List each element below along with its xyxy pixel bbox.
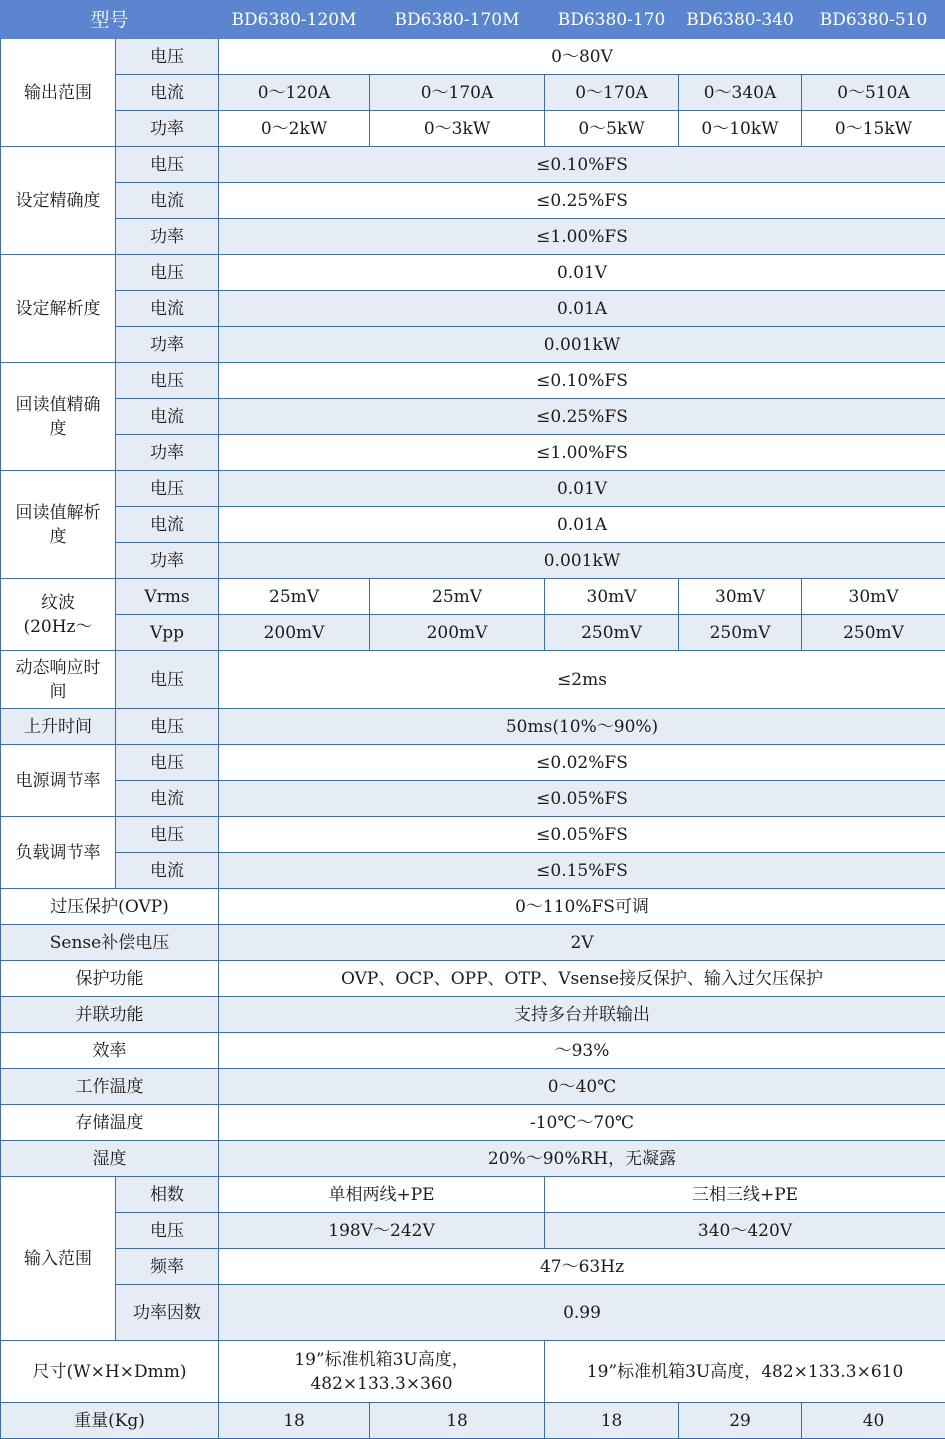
param-label: 功率: [116, 219, 219, 255]
table-row: [1, 745, 945, 781]
cell-value: 200mV: [370, 615, 545, 651]
param-label: 电流: [116, 183, 219, 219]
param-label: 电压: [116, 471, 219, 507]
table-row: [1, 75, 945, 111]
table-row: [1, 507, 945, 543]
table-row: [1, 1177, 945, 1213]
header-row: [1, 1, 945, 39]
param-label: 电压: [116, 745, 219, 781]
cell-value: 25mV: [219, 579, 370, 615]
table-row: [1, 889, 945, 925]
cell-value: 0～15kW: [802, 111, 945, 147]
cell-value: 0～40℃: [219, 1069, 945, 1105]
cell-value: 0.01A: [219, 291, 945, 327]
param-label: 功率: [116, 327, 219, 363]
cell-value: ≤0.10%FS: [219, 363, 945, 399]
row-label-ovp: 过压保护(OVP): [1, 889, 219, 925]
row-label-line: 回读值解析: [3, 501, 113, 525]
table-row: [1, 1213, 945, 1249]
param-label: 电压: [116, 39, 219, 75]
cell-value: 0.001kW: [219, 327, 945, 363]
row-label-storage-temp: 存储温度: [1, 1105, 219, 1141]
row-label-dynamic-response: [1, 651, 116, 709]
table-row: [1, 543, 945, 579]
cell-value: 29: [679, 1403, 802, 1439]
row-label-parallel: 并联功能: [1, 997, 219, 1033]
row-label-efficiency: 效率: [1, 1033, 219, 1069]
param-label: 功率因数: [116, 1285, 219, 1341]
cell-value: 0.01V: [219, 471, 945, 507]
cell-value: 0～110%FS可调: [219, 889, 945, 925]
header-model: BD6380-170: [545, 1, 679, 39]
cell-value: 0.01A: [219, 507, 945, 543]
cell-value: 0～510A: [802, 75, 945, 111]
cell-value: 50ms(10%～90%): [219, 709, 945, 745]
table-row: [1, 1033, 945, 1069]
param-label: 电流: [116, 75, 219, 111]
cell-value: 0～340A: [679, 75, 802, 111]
param-label: 频率: [116, 1249, 219, 1285]
param-label: 电压: [116, 651, 219, 709]
cell-value: 30mV: [679, 579, 802, 615]
cell-value: 200mV: [219, 615, 370, 651]
cell-value: 18: [219, 1403, 370, 1439]
param-label: 电流: [116, 399, 219, 435]
table-row: [1, 1249, 945, 1285]
table-row: [1, 147, 945, 183]
table-row: [1, 853, 945, 889]
cell-value: 0～5kW: [545, 111, 679, 147]
table-row: [1, 111, 945, 147]
row-label-operating-temp: 工作温度: [1, 1069, 219, 1105]
param-label: 电压: [116, 255, 219, 291]
cell-value: 250mV: [679, 615, 802, 651]
cell-value: ≤0.05%FS: [219, 817, 945, 853]
row-label-load-regulation: 负载调节率: [1, 817, 116, 889]
cell-value: 25mV: [370, 579, 545, 615]
cell-value: ≤0.02%FS: [219, 745, 945, 781]
row-label-line: 纹波: [3, 591, 113, 615]
row-label-protection: 保护功能: [1, 961, 219, 997]
param-label: 电流: [116, 781, 219, 817]
table-row: [1, 219, 945, 255]
cell-value: OVP、OCP、OPP、OTP、Vsense接反保护、输入过欠压保护: [219, 961, 945, 997]
cell-value: 0.01V: [219, 255, 945, 291]
cell-value: 20%～90%RH，无凝露: [219, 1141, 945, 1177]
param-label: 相数: [116, 1177, 219, 1213]
param-label: 电流: [116, 507, 219, 543]
cell-value: 0.001kW: [219, 543, 945, 579]
row-label-input-range: 输入范围: [1, 1177, 116, 1341]
cell-value: 340～420V: [545, 1213, 945, 1249]
row-label-rise-time: 上升时间: [1, 709, 116, 745]
cell-value: ～93%: [219, 1033, 945, 1069]
table-row: [1, 291, 945, 327]
cell-value: 18: [545, 1403, 679, 1439]
table-row: [1, 1069, 945, 1105]
param-label: 电压: [116, 363, 219, 399]
table-row: [1, 615, 945, 651]
row-label-sense: Sense补偿电压: [1, 925, 219, 961]
table-row: [1, 997, 945, 1033]
cell-line: 19”标准机箱3U高度，: [221, 1348, 542, 1372]
cell-value: [219, 1341, 545, 1403]
row-label-line: 回读值精确: [3, 393, 113, 417]
cell-value: 30mV: [545, 579, 679, 615]
row-label-output-range: 输出范围: [1, 39, 116, 147]
row-label-line-regulation: 电源调节率: [1, 745, 116, 817]
cell-value: ≤1.00%FS: [219, 435, 945, 471]
table-row: [1, 1341, 945, 1403]
cell-value: 0～170A: [545, 75, 679, 111]
cell-value: 0～10kW: [679, 111, 802, 147]
cell-value: 0～170A: [370, 75, 545, 111]
cell-value: ≤0.15%FS: [219, 853, 945, 889]
cell-value: 0～80V: [219, 39, 945, 75]
cell-value: ≤1.00%FS: [219, 219, 945, 255]
row-label-line: (20Hz～: [3, 615, 113, 639]
param-label: 电流: [116, 291, 219, 327]
row-label-ripple: [1, 579, 116, 651]
row-label-line: 间: [3, 680, 113, 704]
cell-value: 0～3kW: [370, 111, 545, 147]
row-label-setting-accuracy: 设定精确度: [1, 147, 116, 255]
row-label-line: 度: [3, 525, 113, 549]
cell-value: 47～63Hz: [219, 1249, 945, 1285]
param-label: Vpp: [116, 615, 219, 651]
param-label: 功率: [116, 435, 219, 471]
row-label-humidity: 湿度: [1, 1141, 219, 1177]
row-label-setting-resolution: 设定解析度: [1, 255, 116, 363]
param-label: 电压: [116, 817, 219, 853]
param-label: 电压: [116, 147, 219, 183]
table-row: [1, 651, 945, 709]
table-row: [1, 1141, 945, 1177]
param-label: 电流: [116, 853, 219, 889]
cell-value: 198V～242V: [219, 1213, 545, 1249]
table-row: [1, 399, 945, 435]
cell-value: 0～120A: [219, 75, 370, 111]
cell-value: 250mV: [545, 615, 679, 651]
param-label: 电压: [116, 709, 219, 745]
table-row: [1, 579, 945, 615]
header-model: BD6380-120M: [219, 1, 370, 39]
header-model: BD6380-170M: [370, 1, 545, 39]
cell-value: 30mV: [802, 579, 945, 615]
header-model: BD6380-340: [679, 1, 802, 39]
cell-value: -10℃～70℃: [219, 1105, 945, 1141]
cell-value: 19”标准机箱3U高度，482×133.3×610: [545, 1341, 945, 1403]
table-row: [1, 183, 945, 219]
cell-value: 2V: [219, 925, 945, 961]
cell-value: 0～2kW: [219, 111, 370, 147]
table-row: [1, 709, 945, 745]
row-label-line: 度: [3, 417, 113, 441]
table-row: [1, 925, 945, 961]
cell-value: 单相两线+PE: [219, 1177, 545, 1213]
table-row: [1, 327, 945, 363]
table-row: [1, 817, 945, 853]
row-label-readback-accuracy: [1, 363, 116, 471]
table-row: [1, 1105, 945, 1141]
table-row: [1, 435, 945, 471]
table-row: [1, 961, 945, 997]
cell-value: 18: [370, 1403, 545, 1439]
table-row: [1, 1403, 945, 1439]
param-label: 功率: [116, 543, 219, 579]
row-label-weight: 重量(Kg): [1, 1403, 219, 1439]
cell-line: 482×133.3×360: [221, 1372, 542, 1396]
cell-value: ≤0.25%FS: [219, 399, 945, 435]
table-row: [1, 39, 945, 75]
cell-value: 40: [802, 1403, 945, 1439]
cell-value: ≤2ms: [219, 651, 945, 709]
cell-value: 250mV: [802, 615, 945, 651]
row-label-dimensions: 尺寸(W×H×Dmm): [1, 1341, 219, 1403]
table-row: [1, 255, 945, 291]
table-row: [1, 1285, 945, 1341]
cell-value: ≤0.05%FS: [219, 781, 945, 817]
param-label: 电压: [116, 1213, 219, 1249]
row-label-line: 动态响应时: [3, 656, 113, 680]
header-model-label: 型号: [1, 1, 219, 39]
table-row: [1, 781, 945, 817]
cell-value: 0.99: [219, 1285, 945, 1341]
cell-value: ≤0.25%FS: [219, 183, 945, 219]
row-label-readback-resolution: [1, 471, 116, 579]
param-label: Vrms: [116, 579, 219, 615]
cell-value: 三相三线+PE: [545, 1177, 945, 1213]
cell-value: 支持多台并联输出: [219, 997, 945, 1033]
table-row: [1, 363, 945, 399]
header-model: BD6380-510: [802, 1, 945, 39]
table-row: [1, 471, 945, 507]
param-label: 功率: [116, 111, 219, 147]
cell-value: ≤0.10%FS: [219, 147, 945, 183]
